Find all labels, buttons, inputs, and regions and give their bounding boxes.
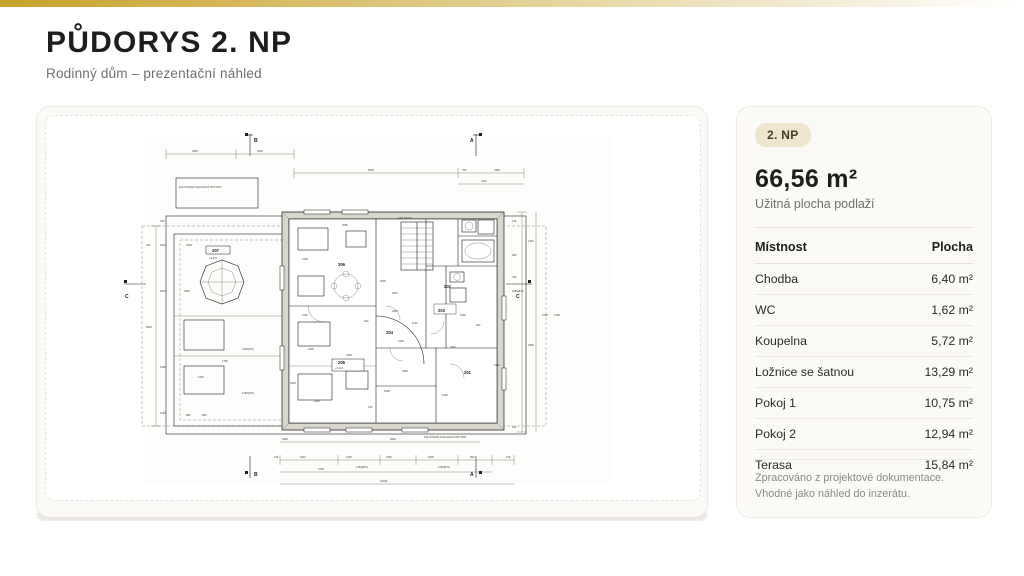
note-falcovana-top: FALCOVANÁ PLECHOVÁ KRYTINA xyxy=(179,186,222,189)
section-label-b-top: B xyxy=(254,138,258,144)
inner-dim-17: 1500 xyxy=(460,314,466,317)
room-area: 12,94 m² xyxy=(901,419,973,450)
right-dim-6: 1250(870) xyxy=(512,290,524,293)
bottom-dim-2390: 2390 xyxy=(282,438,288,441)
left-dim-10: 900 xyxy=(202,414,207,417)
table-row xyxy=(755,326,973,357)
inner-dim-7: 1140 xyxy=(412,322,418,325)
total-area-label: Užitná plocha podlaží xyxy=(755,197,875,211)
inner-dim-15: 610 xyxy=(368,406,373,409)
inner-dim-20: 1250 xyxy=(198,376,204,379)
room-name: Ložnice se šatnou xyxy=(755,357,901,388)
right-dim-3: 7000 xyxy=(542,314,548,317)
inner-dim-8: 1850 xyxy=(402,370,408,373)
floorplan-drawing xyxy=(46,116,701,501)
inner-dim-19: 2600 xyxy=(290,382,296,385)
floorplan-card xyxy=(36,106,708,518)
interior-partitions xyxy=(289,219,497,423)
section-label-c-right: C xyxy=(516,294,520,300)
right-dim-9: 5340 xyxy=(494,364,500,367)
inner-dim-23: 1250(270) xyxy=(242,392,254,395)
bottom-dim-140b: 140 xyxy=(506,456,511,459)
section-label-a-top: A xyxy=(470,138,474,144)
inner-dim-16: 2640 xyxy=(392,292,398,295)
inner-dim-9: 3000 xyxy=(314,400,320,403)
room-number-204: 204 xyxy=(386,330,393,335)
total-area-value: 66,56 m² xyxy=(755,165,858,193)
left-dim-5: 1260 xyxy=(160,366,166,369)
bottom-dim-1250-870b: 1250(870) xyxy=(438,466,450,469)
room-name: Pokoj 2 xyxy=(755,419,901,450)
page-header xyxy=(46,26,292,81)
dim-3000: 3000 xyxy=(257,150,263,153)
card-divider xyxy=(755,227,973,228)
left-dim-7: 1810 xyxy=(160,290,166,293)
section-label-a-bottom: A xyxy=(470,472,474,478)
inner-dim-4: 2500 xyxy=(380,280,386,283)
inner-dim-2: 2050 xyxy=(342,224,348,227)
page-title: PŮDORYS 2. NP xyxy=(46,26,293,59)
left-dim-9: 980 xyxy=(186,414,191,417)
table-header-room: Místnost xyxy=(755,240,901,264)
inner-dim-14: 920 xyxy=(364,320,369,323)
inner-dim-11: 2910 xyxy=(450,346,456,349)
dim-2120: 2120 xyxy=(481,180,487,183)
floor-badge: 2. NP xyxy=(755,123,811,147)
inner-dim-10: 2100 xyxy=(308,348,314,351)
room-201 xyxy=(464,370,472,375)
room-area: 10,75 m² xyxy=(901,388,973,419)
right-dim-8: 140 xyxy=(512,426,517,429)
inner-dim-18: 900 xyxy=(476,324,481,327)
room-205 xyxy=(332,359,364,371)
left-dim-1: 1810 xyxy=(160,244,166,247)
summary-card xyxy=(736,106,992,518)
inner-dim-22: 2100(270) xyxy=(242,348,254,351)
dim-2380: 2380 xyxy=(494,169,500,172)
room-number-205: 205 xyxy=(338,360,345,365)
room-area-table xyxy=(755,240,973,480)
stair-dim-18x173-270: 18x173/270 xyxy=(398,217,412,220)
room-area: 6,40 m² xyxy=(901,264,973,295)
inner-dim-0: 4130 xyxy=(302,258,308,261)
room-number-206: 206 xyxy=(338,262,345,267)
dim-2250: 2250 xyxy=(192,150,198,153)
dim-750: 750 xyxy=(462,169,467,172)
note-line-1: Zpracováno z projektové dokumentace. xyxy=(755,471,945,484)
page-subtitle: Rodinný dům – prezentační náhled xyxy=(46,66,262,81)
bottom-dim-1500a: 1500 xyxy=(386,456,392,459)
inner-dim-13: 1530 xyxy=(384,390,390,393)
bottom-dim-140: 140 xyxy=(274,456,279,459)
room-area: 5,72 m² xyxy=(901,326,973,357)
floorplan-viewport[interactable] xyxy=(45,115,701,501)
bottom-dim-890: 890 xyxy=(470,456,475,459)
bottom-dim-8300: 8300 xyxy=(390,438,396,441)
right-dim-0: 140 xyxy=(512,220,517,223)
room-number-202: 202 xyxy=(444,284,451,289)
room-number-207: 207 xyxy=(212,248,219,253)
room-area: 15,84 m² xyxy=(901,450,973,481)
inner-dim-12: 5160 xyxy=(442,394,448,397)
table-header-area: Plocha xyxy=(901,240,973,264)
inner-dim-1: 4130 xyxy=(302,314,308,317)
note-falcovana-bottom: FALCOVANÁ PLECHOVÁ KRYTINA xyxy=(424,436,467,439)
roof-note-bottom xyxy=(424,435,466,439)
room-name: WC xyxy=(755,295,901,326)
room-206 xyxy=(338,262,346,267)
table-row xyxy=(755,295,973,326)
room-203 xyxy=(434,304,456,314)
left-dim-8: 1560 xyxy=(184,290,190,293)
right-dim-4: 7280 xyxy=(554,314,560,317)
left-dim-2: 3000 xyxy=(186,244,192,247)
table-row xyxy=(755,388,973,419)
left-dim-4: 8260 xyxy=(146,326,152,329)
bottom-dim-1500b: 1500 xyxy=(428,456,434,459)
room-area: 1,62 m² xyxy=(901,295,973,326)
right-dim-5: 4390 xyxy=(528,344,534,347)
section-label-b-bottom: B xyxy=(254,472,258,478)
bottom-dim-1250-870a: 1250(870) xyxy=(356,466,368,469)
dim-6900: 6900 xyxy=(368,169,374,172)
room-tag-205: +3,122 xyxy=(335,367,344,370)
room-name: Terasa xyxy=(755,450,901,481)
room-name: Chodba xyxy=(755,264,901,295)
bottom-dim-9750: 9750 xyxy=(318,468,324,471)
room-204 xyxy=(386,330,394,335)
table-row xyxy=(755,419,973,450)
room-tag-207-level: +3,370 xyxy=(209,257,218,260)
card-note xyxy=(755,459,975,503)
table-row xyxy=(755,264,973,295)
room-name: Pokoj 1 xyxy=(755,388,901,419)
room-name: Koupelna xyxy=(755,326,901,357)
bottom-dim-1000: 1000 xyxy=(346,456,352,459)
bottom-dim-5440: 5440 xyxy=(300,456,306,459)
left-dim-0: 440 xyxy=(146,244,151,247)
inner-dim-3: 3200 xyxy=(346,354,352,357)
right-dim-1: 2140 xyxy=(528,240,534,243)
inner-dim-5: 2530 xyxy=(392,310,398,313)
room-number-203: 203 xyxy=(438,308,445,313)
top-accent-bar xyxy=(0,0,1024,7)
inner-dim-21: 1750 xyxy=(222,360,228,363)
right-dim-2: 290 xyxy=(512,254,517,257)
inner-dim-6: 1040 xyxy=(398,340,404,343)
room-202 xyxy=(444,284,452,289)
note-line-2: Vhodné jako náhled do inzerátu. xyxy=(755,488,910,501)
left-dim-6: 1140 xyxy=(160,412,166,415)
section-label-c-left: C xyxy=(125,294,129,300)
bottom-dim-10030: 10030 xyxy=(380,480,388,483)
table-row xyxy=(755,357,973,388)
room-number-201: 201 xyxy=(464,370,471,375)
room-area: 13,29 m² xyxy=(901,357,973,388)
left-dim-3: 620 xyxy=(160,220,165,223)
right-dim-7: 790 xyxy=(512,276,517,279)
room-area-table-body xyxy=(755,264,973,481)
